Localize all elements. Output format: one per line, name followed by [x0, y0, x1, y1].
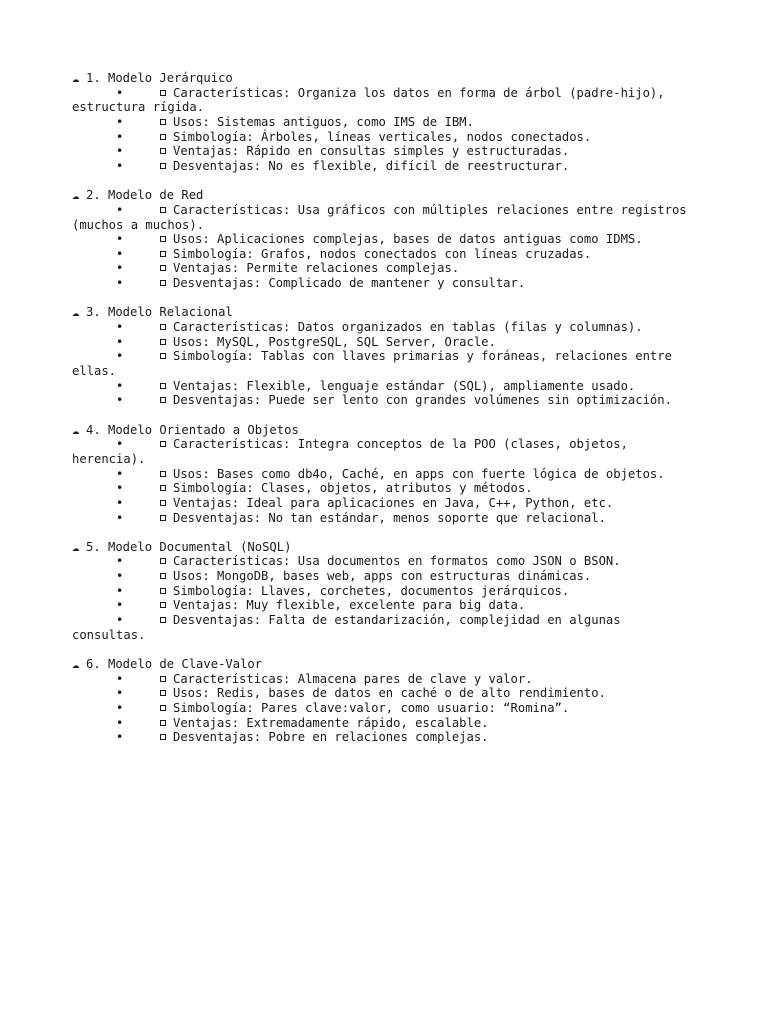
- model-section-2: [72, 188, 696, 291]
- list-item-text: Ventajas: Rápido en consultas simples y estructuradas.: [173, 144, 570, 159]
- section-heading: [72, 71, 696, 86]
- bullet-icon: •: [116, 510, 124, 525]
- bullet-icon: •: [116, 613, 124, 628]
- checkbox-square-icon: [160, 471, 166, 477]
- list-item: [72, 584, 696, 599]
- checkbox-square-icon: [160, 734, 166, 740]
- checkbox-square-icon: [160, 588, 166, 594]
- bullet-icon: •: [116, 378, 124, 393]
- checkbox-square-icon: [160, 676, 166, 682]
- bullet-icon: •: [116, 144, 124, 159]
- section-item-list: [72, 320, 696, 408]
- checkbox-square-icon: [160, 485, 166, 491]
- section-item-list: [72, 86, 696, 174]
- cloud-icon: ☁: [72, 656, 80, 671]
- bullet-icon: •: [116, 671, 124, 686]
- list-item: [72, 598, 696, 613]
- list-item-text: Simbología: Árboles, líneas verticales, nodos conectados.: [173, 129, 592, 144]
- bullet-icon: •: [116, 686, 124, 701]
- checkbox-square-icon: [160, 558, 166, 564]
- checkbox-square-icon: [160, 280, 166, 286]
- bullet-icon: •: [116, 276, 124, 291]
- list-item-text: Características: Integra conceptos de la POO (clases, objetos, herencia).: [72, 437, 628, 466]
- list-item: [72, 86, 696, 115]
- bullet-icon: •: [116, 349, 124, 364]
- checkbox-square-icon: [160, 690, 166, 696]
- list-item-text: Simbología: Clases, objetos, atributos y métodos.: [173, 481, 533, 496]
- list-item: [72, 320, 696, 335]
- list-item-text: Simbología: Pares clave:valor, como usuario: “Romina”.: [173, 700, 570, 715]
- list-item-text: Ventajas: Extremadamente rápido, escalable.: [173, 715, 489, 730]
- list-item-text: Simbología: Llaves, corchetes, documentos jerárquicos.: [173, 583, 570, 598]
- list-item: [72, 730, 696, 745]
- list-item: [72, 261, 696, 276]
- section-heading: [72, 305, 696, 320]
- list-item-text: Desventajas: No tan estándar, menos soporte que relacional.: [173, 510, 606, 525]
- list-item: [72, 144, 696, 159]
- bullet-icon: •: [116, 437, 124, 452]
- checkbox-square-icon: [160, 383, 166, 389]
- bullet-icon: •: [116, 202, 124, 217]
- list-item-text: Usos: Redis, bases de datos en caché o de alto rendimiento.: [173, 686, 606, 701]
- list-item: [72, 481, 696, 496]
- list-item: [72, 569, 696, 584]
- list-item-text: Ventajas: Muy flexible, excelente para big data.: [173, 598, 526, 613]
- section-item-list: [72, 554, 696, 642]
- section-title: 3. Modelo Relacional: [86, 305, 233, 320]
- bullet-icon: •: [116, 481, 124, 496]
- section-item-list: [72, 203, 696, 291]
- checkbox-square-icon: [160, 265, 166, 271]
- checkbox-square-icon: [160, 236, 166, 242]
- list-item: [72, 701, 696, 716]
- bullet-icon: •: [116, 158, 124, 173]
- checkbox-square-icon: [160, 441, 166, 447]
- bullet-icon: •: [116, 334, 124, 349]
- checkbox-square-icon: [160, 397, 166, 403]
- bullet-icon: •: [116, 129, 124, 144]
- checkbox-square-icon: [160, 515, 166, 521]
- list-item-text: Simbología: Grafos, nodos conectados con líneas cruzadas.: [173, 246, 592, 261]
- checkbox-square-icon: [160, 148, 166, 154]
- section-title: 6. Modelo de Clave-Valor: [86, 656, 263, 671]
- bullet-icon: •: [116, 569, 124, 584]
- list-item: [72, 379, 696, 394]
- checkbox-square-icon: [160, 119, 166, 125]
- list-item-text: Desventajas: Puede ser lento con grandes volúmenes sin optimización.: [173, 393, 672, 408]
- list-item-text: Desventajas: No es flexible, difícil de reestructurar.: [173, 158, 570, 173]
- model-section-3: [72, 305, 696, 408]
- checkbox-square-icon: [160, 353, 166, 359]
- list-item: [72, 276, 696, 291]
- bullet-icon: •: [116, 85, 124, 100]
- bullet-icon: •: [116, 320, 124, 335]
- model-section-5: [72, 540, 696, 643]
- bullet-icon: •: [116, 730, 124, 745]
- list-item-text: Características: Almacena pares de clave y valor.: [173, 671, 533, 686]
- list-item-text: Usos: Aplicaciones complejas, bases de datos antiguas como IDMS.: [173, 232, 643, 247]
- list-item: [72, 686, 696, 701]
- section-heading: [72, 657, 696, 672]
- list-item: [72, 349, 696, 378]
- checkbox-square-icon: [160, 705, 166, 711]
- list-item: [72, 554, 696, 569]
- bullet-icon: •: [116, 393, 124, 408]
- section-heading: [72, 540, 696, 555]
- list-item: [72, 467, 696, 482]
- cloud-icon: ☁: [72, 71, 80, 85]
- list-item: [72, 511, 696, 526]
- section-title: 2. Modelo de Red: [86, 188, 204, 203]
- list-item-text: Desventajas: Complicado de mantener y consultar.: [173, 276, 526, 291]
- cloud-icon: ☁: [72, 539, 80, 554]
- checkbox-square-icon: [160, 602, 166, 608]
- bullet-icon: •: [116, 700, 124, 715]
- list-item: [72, 130, 696, 145]
- list-item-text: Ventajas: Ideal para aplicaciones en Java, C++, Python, etc.: [173, 495, 614, 510]
- bullet-icon: •: [116, 495, 124, 510]
- checkbox-square-icon: [160, 500, 166, 506]
- list-item: [72, 335, 696, 350]
- bullet-icon: •: [116, 114, 124, 129]
- checkbox-square-icon: [160, 207, 166, 213]
- list-item-text: Usos: MongoDB, bases web, apps con estructuras dinámicas.: [173, 569, 592, 584]
- model-section-4: [72, 423, 696, 526]
- list-item: [72, 232, 696, 247]
- cloud-icon: ☁: [72, 422, 80, 437]
- checkbox-square-icon: [160, 251, 166, 257]
- bullet-icon: •: [116, 246, 124, 261]
- list-item-text: Ventajas: Flexible, lenguaje estándar (SQL), ampliamente usado.: [173, 378, 636, 393]
- bullet-icon: •: [116, 466, 124, 481]
- list-item: [72, 613, 696, 642]
- checkbox-square-icon: [160, 90, 166, 96]
- section-title: 5. Modelo Documental (NoSQL): [86, 539, 292, 554]
- list-item-text: Usos: Bases como db4o, Caché, en apps con fuerte lógica de objetos.: [173, 466, 665, 481]
- cloud-icon: ☁: [72, 188, 80, 203]
- list-item-text: Características: Usa documentos en formatos como JSON o BSON.: [173, 554, 621, 569]
- list-item: [72, 115, 696, 130]
- checkbox-square-icon: [160, 720, 166, 726]
- bullet-icon: •: [116, 583, 124, 598]
- checkbox-square-icon: [160, 134, 166, 140]
- list-item-text: Desventajas: Pobre en relaciones complejas.: [173, 730, 489, 745]
- sections-container: [72, 71, 696, 745]
- section-heading: [72, 188, 696, 203]
- section-item-list: [72, 437, 696, 525]
- bullet-icon: •: [116, 232, 124, 247]
- list-item: [72, 672, 696, 687]
- list-item-text: Características: Organiza los datos en forma de árbol (padre-hijo), estructura rígida.: [72, 85, 665, 115]
- list-item: [72, 203, 696, 232]
- bullet-icon: •: [116, 261, 124, 276]
- list-item: [72, 159, 696, 174]
- list-item: [72, 437, 696, 466]
- checkbox-square-icon: [160, 617, 166, 623]
- list-item-text: Ventajas: Permite relaciones complejas.: [173, 261, 460, 276]
- list-item: [72, 496, 696, 511]
- checkbox-square-icon: [160, 163, 166, 169]
- list-item-text: Usos: MySQL, PostgreSQL, SQL Server, Oracle.: [173, 334, 496, 349]
- section-title: 4. Modelo Orientado a Objetos: [86, 422, 299, 437]
- list-item: [72, 393, 696, 408]
- bullet-icon: •: [116, 598, 124, 613]
- checkbox-square-icon: [160, 339, 166, 345]
- section-heading: [72, 423, 696, 438]
- list-item-text: Características: Datos organizados en tablas (filas y columnas).: [173, 320, 643, 335]
- bullet-icon: •: [116, 715, 124, 730]
- model-section-1: [72, 71, 696, 174]
- checkbox-square-icon: [160, 573, 166, 579]
- list-item-text: Usos: Sistemas antiguos, como IMS de IBM.: [173, 114, 474, 129]
- cloud-icon: ☁: [72, 305, 80, 320]
- document-page: [72, 71, 696, 759]
- list-item: [72, 716, 696, 731]
- section-item-list: [72, 672, 696, 745]
- list-item-text: Desventajas: Falta de estandarización, complejidad en algunas consultas.: [72, 613, 621, 642]
- checkbox-square-icon: [160, 324, 166, 330]
- bullet-icon: •: [116, 554, 124, 569]
- section-title: 1. Modelo Jerárquico: [86, 71, 233, 85]
- model-section-6: [72, 657, 696, 745]
- list-item: [72, 247, 696, 262]
- list-item-text: Características: Usa gráficos con múltiples relaciones entre registros (muchos a muchos).: [72, 202, 687, 232]
- list-item-text: Simbología: Tablas con llaves primarias y foráneas, relaciones entre ellas.: [72, 349, 672, 378]
